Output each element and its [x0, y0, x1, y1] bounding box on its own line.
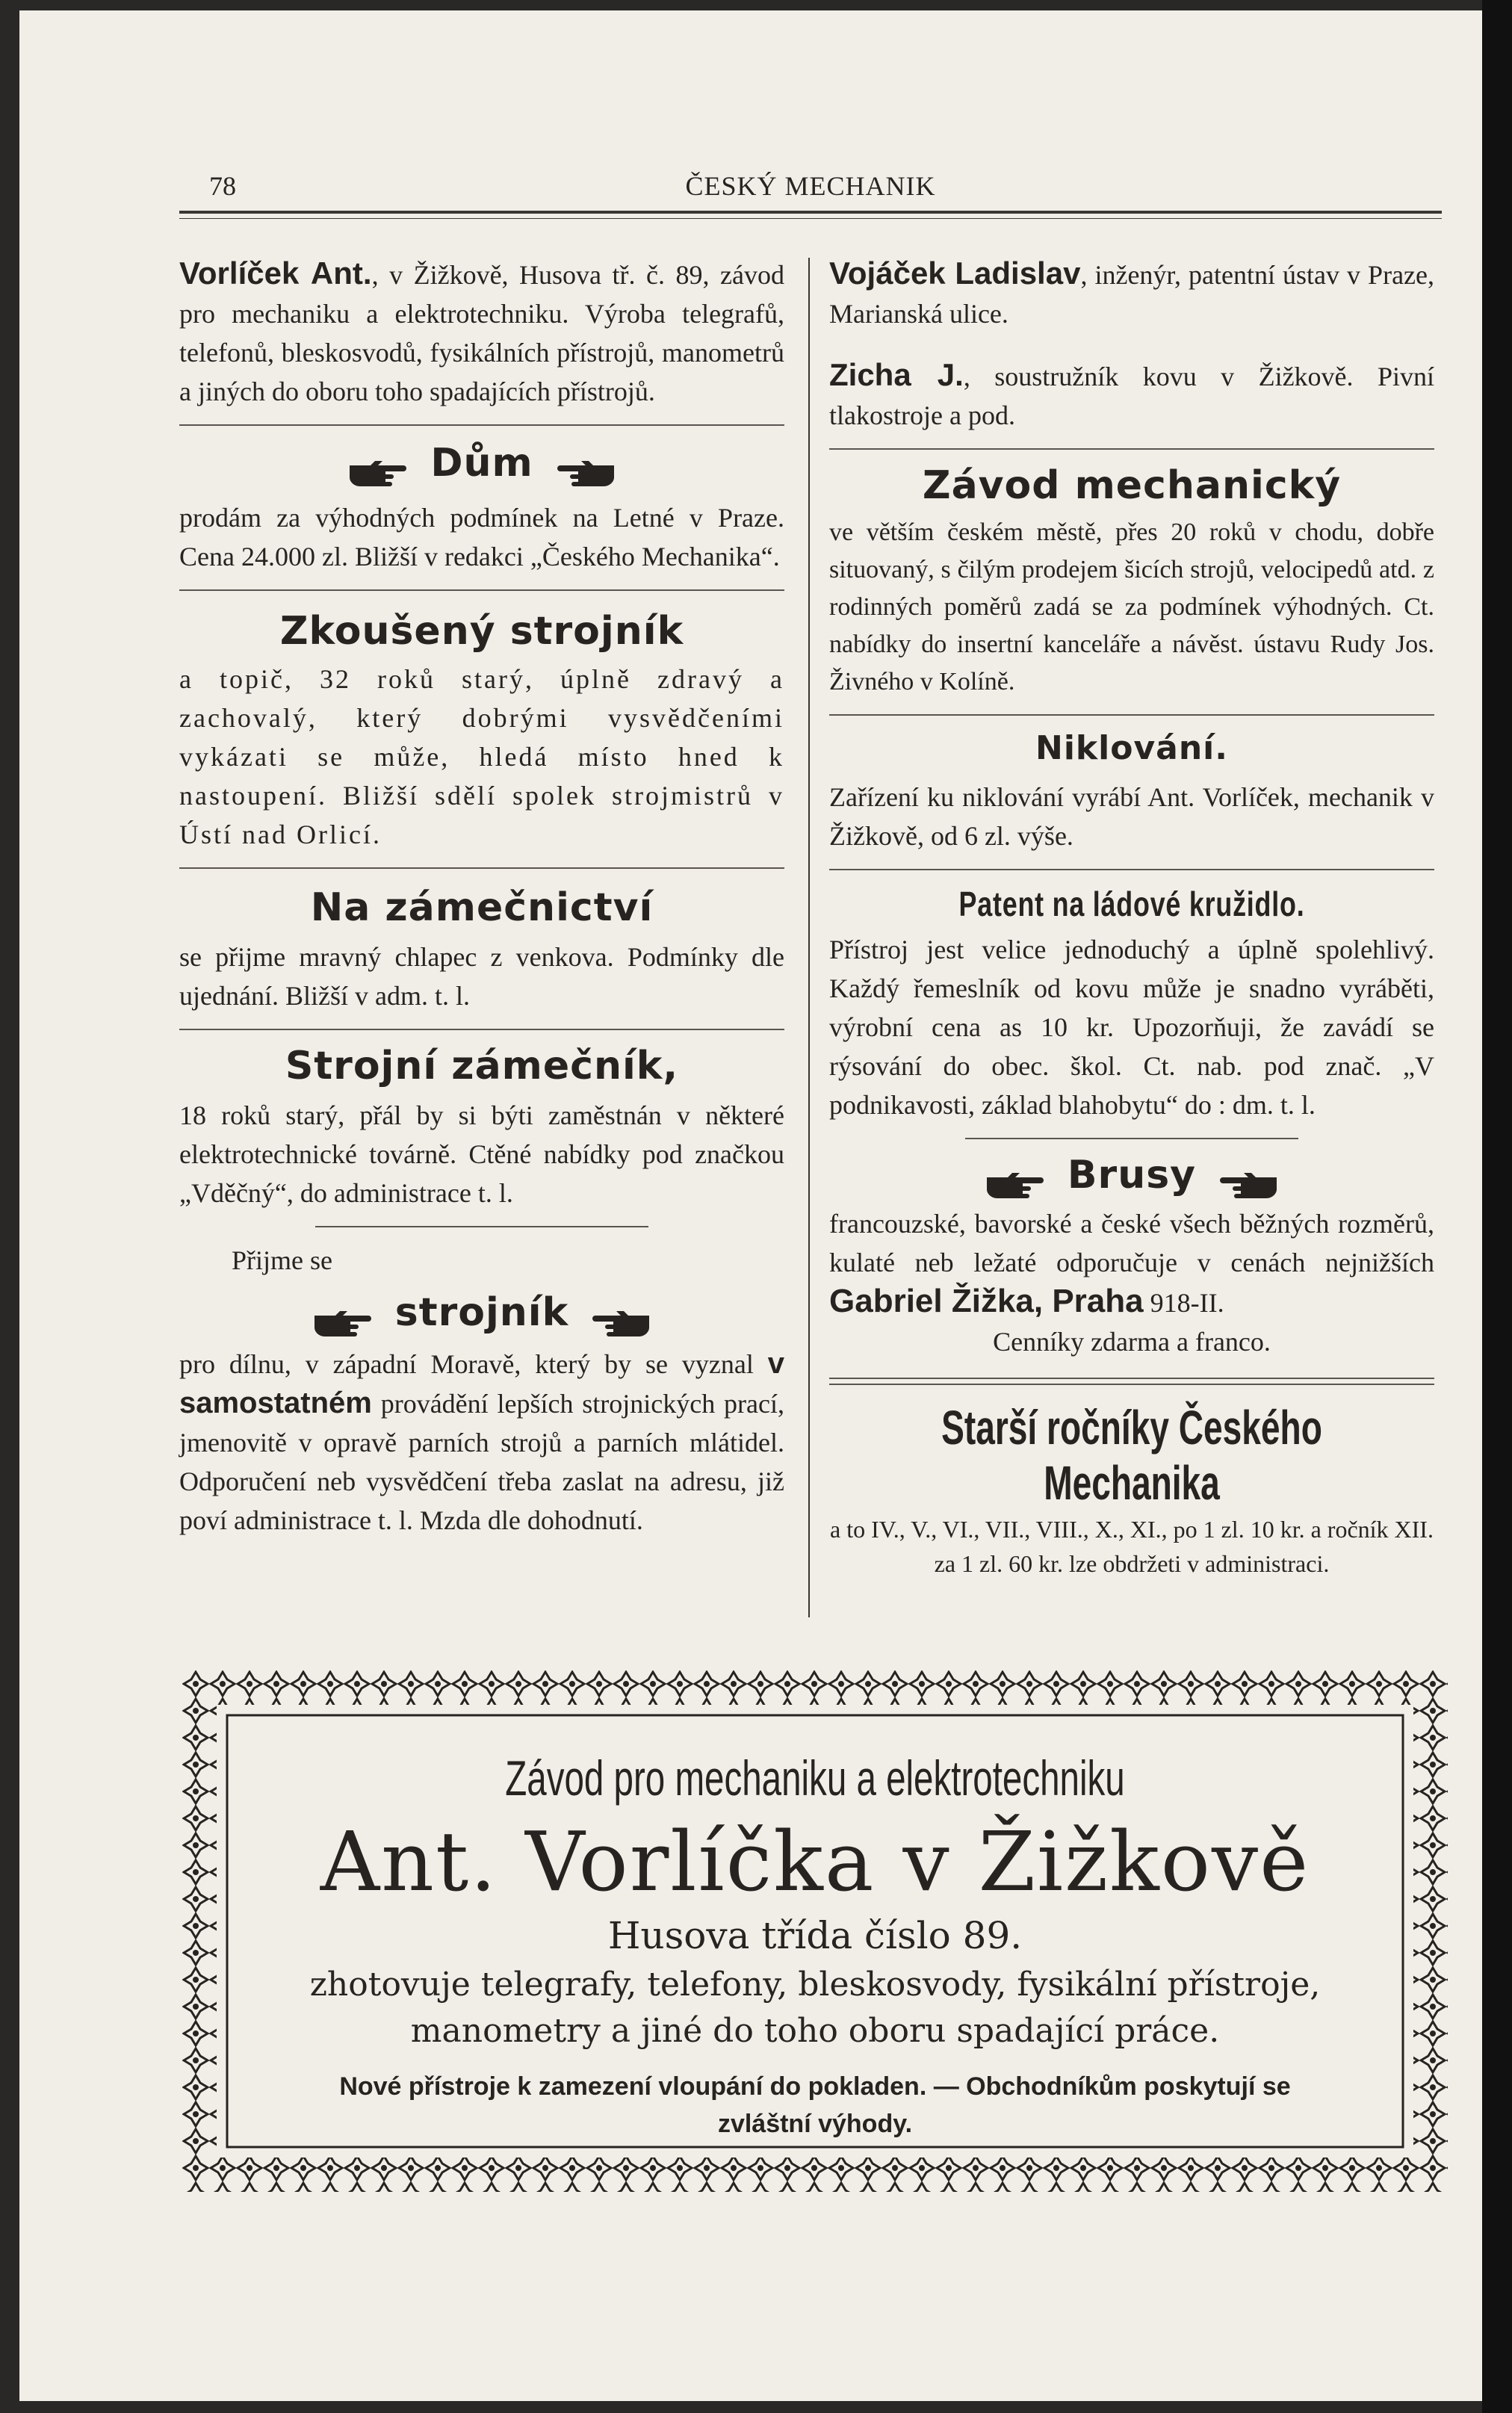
divider: [179, 1029, 784, 1030]
ad-niklovani-heading: Niklování.: [1035, 729, 1228, 767]
ad-vojacek-text: , inženýr, patentní ústav v Praze, Marianská ulice.: [829, 260, 1434, 329]
ad-vorlicek-lead: Vorlíček Ant.: [179, 255, 372, 291]
ad-zicha: [829, 356, 1434, 435]
header-rule-thin: [179, 218, 1442, 219]
ad-brusy-text-b: 918-II.: [1143, 1288, 1224, 1319]
ad-brusy-text: [829, 1204, 1434, 1322]
ad-prijme-intro: Přijme se: [232, 1245, 332, 1276]
ad-note: Nové přístroje k zamezení vloupání do pokladen. — Obchodníkům poskytují se zvláštní výhody.: [339, 2072, 1291, 2138]
ad-zicha-lead: Zicha J.: [829, 357, 964, 392]
ad-zamecnictvi-text: se přijme mravný chlapec z venkova. Podmínky dle ujednání. Bližší v adm. t. l.: [179, 942, 784, 1012]
page-edge: [1482, 0, 1512, 2413]
ad-zamecnictvi-heading: Na zámečnictví: [310, 885, 654, 931]
divider: [179, 589, 784, 591]
ad-zkouseny-text: a topič, 32 roků starý, úplně zdravý a zachovalý, který dobrými vysvědčeními vykázati se může, hledá místo hned k nastoupení. Bližší sdělí spolek strojmistrů v Ústí nad Orlicí.: [179, 664, 784, 850]
ad-vojacek-lead: Vojáček Ladislav: [829, 255, 1081, 291]
ad-vorlicek-text: , v Žižkově, Husova tř. č. 89, závod pro mechaniku a elektrotechniku. Výroba telegrafů, telefonů, bleskosvodů, fysikálních přístrojů, manometrů a jiných do oboru toho spadajících přístrojů.: [179, 260, 784, 406]
divider: [965, 1138, 1298, 1139]
page-header: [179, 157, 1442, 202]
ad-brusy-text-a: francouzské, bavorské a české všech běžných rozměrů, kulaté neb ležaté odporučuje v cenách nejnižších: [829, 1209, 1434, 1278]
ad-vojacek: [829, 254, 1434, 333]
ad-dum-heading: Dům: [430, 441, 533, 486]
pointing-hand-right-icon: [985, 1170, 1047, 1200]
divider: [829, 869, 1434, 870]
ad-brusy-text-c: Cenníky zdarma a franco.: [993, 1327, 1271, 1357]
ad-vorlicek: [179, 254, 784, 411]
divider: [315, 1226, 648, 1227]
ad-brusy-heading-row: [829, 1153, 1434, 1200]
ad-zavod-text: ve větším českém městě, přes 20 roků v chodu, dobře situovaný, s čilým prodejem šicích strojů, velocipedů atd. z rodinných poměrů zadá se za podmínek výhodných. Ct. nabídky do insertní kanceláře a návěst. ústavu Rudy Jos. Živného v Kolíně.: [829, 518, 1434, 696]
pointing-hand-left-icon: [589, 1308, 651, 1338]
ad-title-line: Závod pro mechaniku a elektrotechniku: [505, 1750, 1125, 1806]
ad-zkouseny-heading: Zkoušený strojník: [279, 609, 684, 654]
ad-address: Husova třída číslo 89.: [607, 1914, 1023, 1957]
pointing-hand-left-icon: [1217, 1170, 1278, 1200]
header-rule: [179, 211, 1442, 214]
divider: [829, 448, 1434, 450]
ad-starsi-text: a to IV., V., VI., VII., VIII., X., XI., po 1 zl. 10 kr. a ročník XII. za 1 zl. 60 kr. lze obdržeti v administraci.: [830, 1516, 1434, 1578]
pointing-hand-left-icon: [554, 458, 616, 488]
divider: [829, 1384, 1434, 1385]
divider: [179, 424, 784, 426]
ad-zicha-text: , soustružník kovu v Žižkově. Pivní tlakostroje a pod.: [829, 362, 1434, 430]
ad-prijme-text: [179, 1344, 784, 1540]
left-column: [179, 254, 784, 1540]
ad-starsi-heading: Starší ročníky Českého Mechanika: [941, 1401, 1322, 1511]
ad-brusy-name: Gabriel Žižka, Praha: [829, 1283, 1144, 1320]
ad-prijme-text-bold: v samostatném: [179, 1346, 784, 1419]
pointing-hand-right-icon: [313, 1308, 374, 1338]
ad-brusy-heading: Brusy: [1067, 1153, 1197, 1198]
advertisement-content: [242, 1729, 1388, 2138]
column-separator: [808, 258, 810, 1617]
ad-dum-text: prodám za výhodných podmínek na Letné v Praze. Cena 24.000 zl. Bližší v redakci „Českého Mechanika“.: [179, 503, 784, 572]
right-column: [829, 254, 1434, 1581]
ad-description: zhotovuje telegrafy, telefony, bleskosvody, fysikální přístroje, manometry a jiné do toho oboru spadající práce.: [309, 1966, 1321, 2050]
ad-strojni-text: 18 roků starý, přál by si býti zaměstnán v některé elektrotechnické továrně. Ctěné nabídky pod značkou „Vděčný“, do administrace t. l.: [179, 1100, 784, 1209]
ad-strojni-heading: Strojní zámečník,: [285, 1044, 679, 1089]
ad-zavod-heading: Závod mechanický: [922, 463, 1342, 508]
divider: [829, 714, 1434, 716]
ad-patent-heading: Patent na ládové kružidlo.: [958, 885, 1305, 923]
divider: [829, 1378, 1434, 1379]
ad-dum-heading-row: [179, 441, 784, 488]
page-number: 78: [209, 171, 236, 201]
ad-prijme-heading-row: [179, 1290, 784, 1337]
ad-prijme-text-b: provádění lepších strojnických prací, jmenovitě v opravě parních strojů a parních mlátidel. Odporučení neb vysvědčení třeba zaslat na adresu, již poví administrace t. l. Mzda dle dohodnutí.: [179, 1388, 784, 1535]
ad-niklovani-text: Zařízení ku niklování vyrábí Ant. Vorlíček, mechanik v Žižkově, od 6 zl. výše.: [829, 782, 1434, 851]
divider: [179, 867, 784, 869]
ad-company-name: Ant. Vorlíčka v Žižkově: [320, 1814, 1310, 1909]
ad-patent-text: Přístroj jest velice jednoduchý a úplně spolehlivý. Každý řemeslník od kovu může je snadno vyráběti, výrobní cena as 10 kr. Upozorňuji, že zavádí se rýsování do obec. škol. Ct. nab. pod znač. „V podnikavosti, základ blahobytu“ do : dm. t. l.: [829, 935, 1434, 1120]
ad-prijme-heading: strojník: [394, 1290, 569, 1336]
pointing-hand-right-icon: [348, 458, 409, 488]
ad-prijme-text-a: pro dílnu, v západní Moravě, který by se vyznal: [179, 1348, 768, 1379]
bottom-advertisement: [182, 1670, 1448, 2192]
running-head: ČESKÝ MECHANIK: [685, 171, 936, 201]
